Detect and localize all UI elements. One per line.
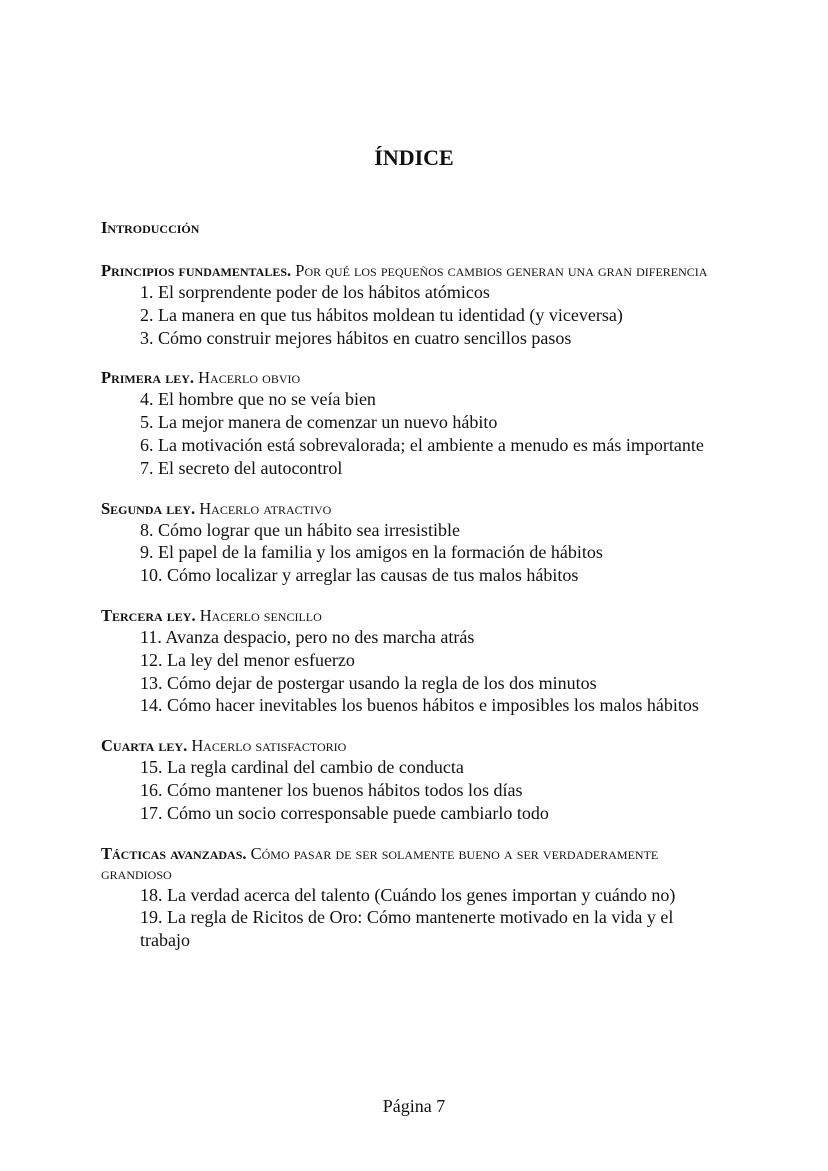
- chapter-list: [101, 626, 721, 717]
- section-heading-title: Primera ley.: [101, 368, 195, 388]
- chapter-item: 8. Cómo lograr que un hábito sea irresistible: [140, 519, 460, 540]
- section-heading-title: Cuarta ley.: [101, 736, 188, 756]
- toc-section-introduction: [101, 218, 721, 238]
- chapter-item: 15. La regla cardinal del cambio de conducta: [140, 757, 464, 778]
- chapter-item: 12. La ley del menor esfuerzo: [140, 649, 355, 670]
- section-heading: [101, 844, 721, 884]
- chapter-item: 18. La verdad acerca del talento (Cuándo los genes importan y cuándo no): [140, 884, 676, 905]
- table-of-contents: [101, 218, 721, 971]
- chapter-list: [101, 756, 721, 824]
- chapter-list: [101, 519, 721, 587]
- chapter-item: 13. Cómo dejar de postergar usando la regla de los dos minutos: [140, 672, 597, 693]
- section-heading-title: Tácticas avanzadas.: [101, 843, 247, 863]
- section-heading-subtitle: Hacerlo sencillo: [195, 605, 322, 625]
- toc-section-primera-ley: [101, 368, 721, 479]
- toc-section-tercera-ley: [101, 606, 721, 717]
- section-heading-title: Tercera ley.: [101, 605, 196, 625]
- chapter-item: 5. La mejor manera de comenzar un nuevo hábito: [140, 412, 498, 433]
- section-heading: [101, 736, 721, 756]
- section-heading-subtitle: Hacerlo satisfactorio: [187, 736, 347, 756]
- section-heading-title: Principios fundamentales.: [101, 261, 292, 280]
- section-heading-subtitle: Hacerlo obvio: [194, 368, 301, 388]
- section-heading-subtitle: Cómo pasar de ser solamente bueno a ser verdaderamente grandioso: [101, 843, 659, 883]
- section-heading-title: Segunda ley.: [101, 498, 196, 518]
- toc-section-tacticas: [101, 844, 721, 952]
- chapter-item: 19. La regla de Ricitos de Oro: Cómo mantenerte motivado en la vida y el trabajo: [140, 907, 674, 951]
- chapter-list: [101, 281, 721, 349]
- section-heading: [101, 261, 721, 281]
- chapter-item: 17. Cómo un socio corresponsable puede cambiarlo todo: [140, 802, 549, 823]
- chapter-list: [101, 884, 721, 952]
- chapter-item: 4. El hombre que no se veía bien: [140, 389, 376, 410]
- section-heading-subtitle: Hacerlo atractivo: [195, 498, 332, 518]
- toc-section-principios: [101, 261, 721, 349]
- chapter-item: 9. El papel de la familia y los amigos en la formación de hábitos: [140, 542, 603, 563]
- chapter-item: 14. Cómo hacer inevitables los buenos hábitos e imposibles los malos hábitos: [140, 695, 699, 716]
- section-heading: [101, 499, 721, 519]
- section-heading: [101, 606, 721, 626]
- toc-section-cuarta-ley: [101, 736, 721, 824]
- chapter-item: 6. La motivación está sobrevalorada; el ambiente a menudo es más importante: [140, 434, 704, 455]
- page-title: ÍNDICE: [374, 145, 454, 170]
- page-number: Página 7: [382, 1096, 446, 1116]
- chapter-item: 2. La manera en que tus hábitos moldean tu identidad (y viceversa): [140, 304, 623, 325]
- chapter-item: 16. Cómo mantener los buenos hábitos todos los días: [140, 779, 523, 800]
- toc-section-segunda-ley: [101, 499, 721, 587]
- section-heading: [101, 368, 721, 388]
- section-heading: [101, 218, 721, 238]
- chapter-item: 3. Cómo construir mejores hábitos en cuatro sencillos pasos: [140, 327, 572, 348]
- section-heading-title: Introducción: [101, 218, 200, 237]
- chapter-item: 1. El sorprendente poder de los hábitos atómicos: [140, 282, 490, 302]
- chapter-list: [101, 388, 721, 479]
- chapter-item: 10. Cómo localizar y arreglar las causas de tus malos hábitos: [140, 565, 579, 586]
- chapter-item: 11. Avanza despacio, pero no des marcha atrás: [140, 626, 475, 647]
- section-heading-subtitle: Por qué los pequeños cambios generan una gran diferencia: [291, 261, 708, 280]
- chapter-item: 7. El secreto del autocontrol: [140, 457, 343, 478]
